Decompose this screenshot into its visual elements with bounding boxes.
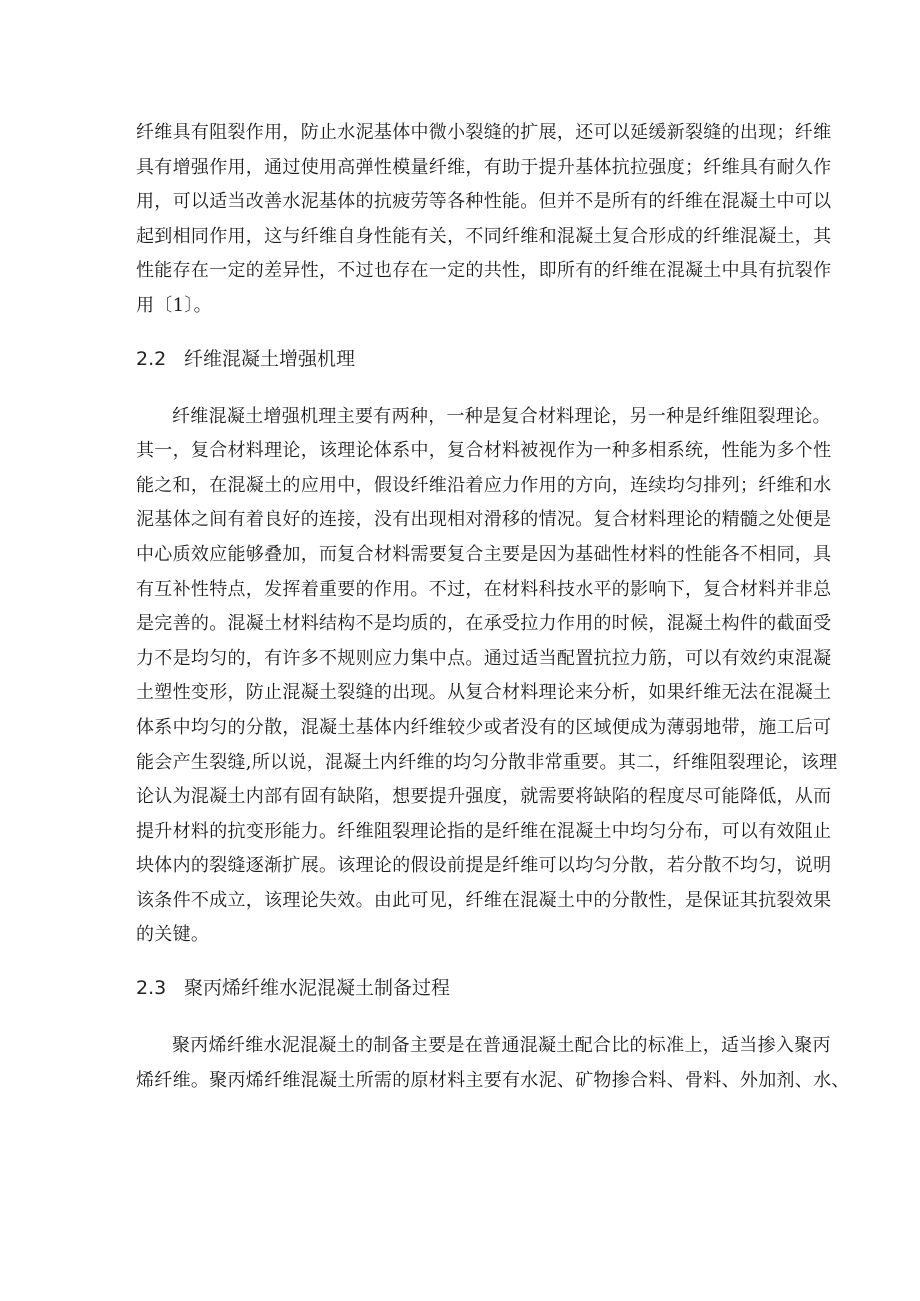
document-page [136,116,850,1098]
section-heading-2-3 [136,971,796,1005]
paragraph-reinforcement-mechanism [136,400,838,954]
text-line: 体系中均匀的分散，混凝土基体内纤维较少或者没有的区域便成为薄弱地带，施工后可 [136,716,832,738]
text-line: 论认为混凝土内部有固有缺陷，想要提升强度，就需要将缺陷的程度尽可能降低，从而 [136,786,832,808]
text-line: 泥基体之间有着良好的连接，没有出现相对滑移的情况。复合材料理论的精髓之处便是 [136,509,832,531]
text-line: 是完善的。混凝土材料结构不是均质的，在承受拉力作用的时候，混凝土构件的截面受 [136,613,832,635]
text-line: 聚丙烯纤维水泥混凝土的制备主要是在普通混凝土配合比的标准上，适当掺入聚丙 [172,1035,831,1057]
section-heading-2-2 [136,342,796,376]
text-line: 力不是均匀的，有许多不规则应力集中点。通过适当配置抗拉力筋，可以有效约束混凝 [136,647,832,669]
text-line: 性能存在一定的差异性，不过也存在一定的共性，即所有的纤维在混凝土中具有抗裂作 [136,260,832,282]
text-line: 纤维具有阻裂作用，防止水泥基体中微小裂缝的扩展，还可以延缓新裂缝的出现；纤维 [136,122,832,143]
text-line: 的关键。 [136,924,210,946]
paragraph-preparation-process [136,1029,850,1098]
text-line: 起到相同作用，这与纤维自身性能有关，不同纤维和混凝土复合形成的纤维混凝土，其 [136,225,832,247]
section-title: 纤维混凝土增强机理 [184,347,356,370]
text-line: 块体内的裂缝逐渐扩展。该理论的假设前提是纤维可以均匀分散，若分散不均匀，说明 [136,855,832,877]
text-line: 提升材料的抗变形能力。纤维阻裂理论指的是纤维在混凝土中均匀分布，可以有效阻止 [136,820,832,842]
text-line: 该条件不成立，该理论失效。由此可见，纤维在混凝土中的分散性，是保证其抗裂效果 [136,889,832,911]
text-line: 其一，复合材料理论，该理论体系中，复合材料被视作为一种多相系统，性能为多个性 [136,440,832,462]
text-line: 土塑性变形，防止混凝土裂缝的出现。从复合材料理论来分析，如果纤维无法在混凝土 [136,682,832,704]
text-line: 纤维混凝土增强机理主要有两种，一种是复合材料理论，另一种是纤维阻裂理论。 [172,405,831,427]
text-line: 有互补性特点，发挥着重要的作用。不过，在材料科技水平的影响下，复合材料并非总 [136,578,832,600]
text-line: 能会产生裂缝,所以说，混凝土内纤维的均匀分散非常重要。其二，纤维阻裂理论，该理 [136,751,838,773]
paragraph-fiber-functions [136,116,832,324]
section-number: 2.2 [136,347,167,370]
text-line: 能之和，在混凝土的应用中，假设纤维沿着应力作用的方向，连续均匀排列；纤维和水 [136,474,832,496]
text-line: 烯纤维。聚丙烯纤维混凝土所需的原材料主要有水泥、矿物掺合料、骨料、外加剂、水、 [136,1069,850,1091]
text-line: 用，可以适当改善水泥基体的抗疲劳等各种性能。但并不是所有的纤维在混凝土中可以 [136,191,832,213]
text-line: 中心质效应能够叠加，而复合材料需要复合主要是因为基础性材料的性能各不相同，具 [136,543,832,565]
text-line: 具有增强作用，通过使用高弹性模量纤维，有助于提升基体抗拉强度；纤维具有耐久作 [136,156,832,178]
section-title: 聚丙烯纤维水泥混凝土制备过程 [184,977,451,1000]
section-number: 2.3 [136,977,167,1000]
text-line: 用〔1〕。 [136,294,212,316]
